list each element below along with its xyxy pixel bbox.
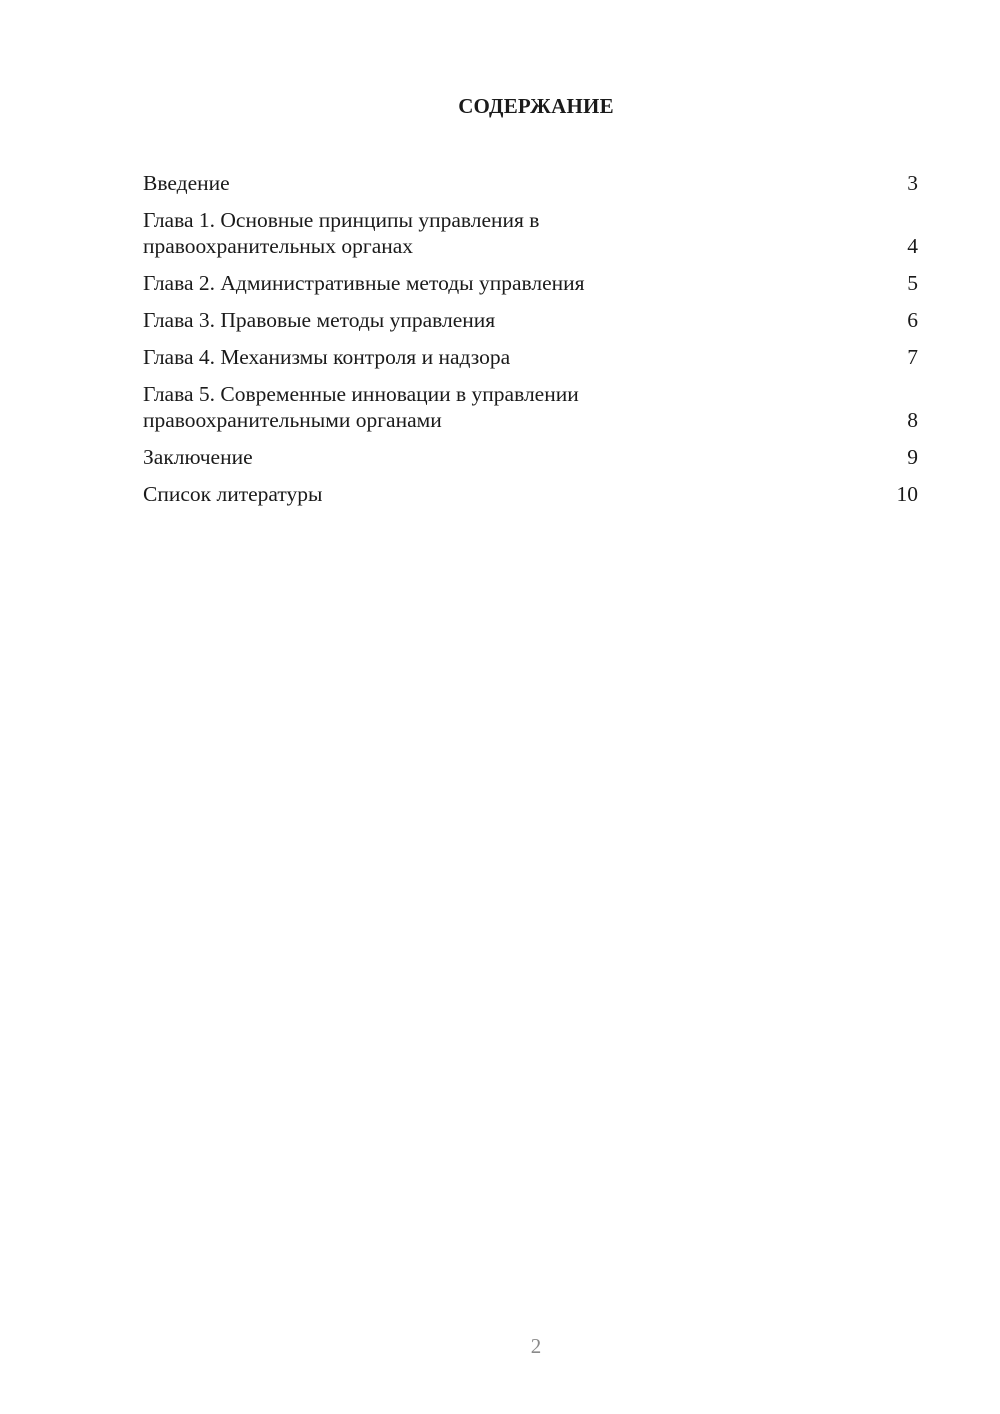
page-title: СОДЕРЖАНИЕ bbox=[458, 94, 614, 118]
toc-entry-title: Список литературы bbox=[143, 482, 323, 506]
toc-entry-title: Глава 1. Основные принципы управления в правоохранительных органах bbox=[143, 208, 540, 258]
toc-entry-references bbox=[143, 481, 918, 507]
toc-entry-page: 8 bbox=[907, 408, 918, 432]
toc-entry-page: 5 bbox=[907, 271, 918, 295]
page-number: 2 bbox=[530, 1334, 542, 1358]
toc-entry-title: Глава 2. Административные методы управления bbox=[143, 271, 585, 295]
toc-entry-title: Глава 4. Механизмы контроля и надзора bbox=[143, 345, 511, 369]
toc-entry-title: Заключение bbox=[143, 445, 253, 469]
toc-entry-chapter-1 bbox=[143, 207, 918, 259]
toc-entry-page: 10 bbox=[896, 482, 918, 506]
toc-entry-page: 6 bbox=[907, 308, 918, 332]
toc-entry-conclusion bbox=[143, 444, 918, 470]
toc-entry-title: Введение bbox=[143, 171, 230, 195]
toc-entry-introduction bbox=[143, 170, 918, 196]
toc-entry-page: 4 bbox=[907, 234, 918, 258]
toc-entry-chapter-3 bbox=[143, 307, 918, 333]
table-of-contents bbox=[143, 170, 918, 518]
toc-entry-title: Глава 3. Правовые методы управления bbox=[143, 308, 496, 332]
toc-entry-page: 3 bbox=[907, 171, 918, 195]
toc-entry-title: Глава 5. Современные инновации в управлении правоохранительными органами bbox=[143, 382, 579, 432]
toc-entry-page: 7 bbox=[907, 345, 918, 369]
toc-entry-page: 9 bbox=[907, 445, 918, 469]
toc-entry-chapter-5 bbox=[143, 381, 918, 433]
toc-entry-chapter-2 bbox=[143, 270, 918, 296]
toc-entry-chapter-4 bbox=[143, 344, 918, 370]
